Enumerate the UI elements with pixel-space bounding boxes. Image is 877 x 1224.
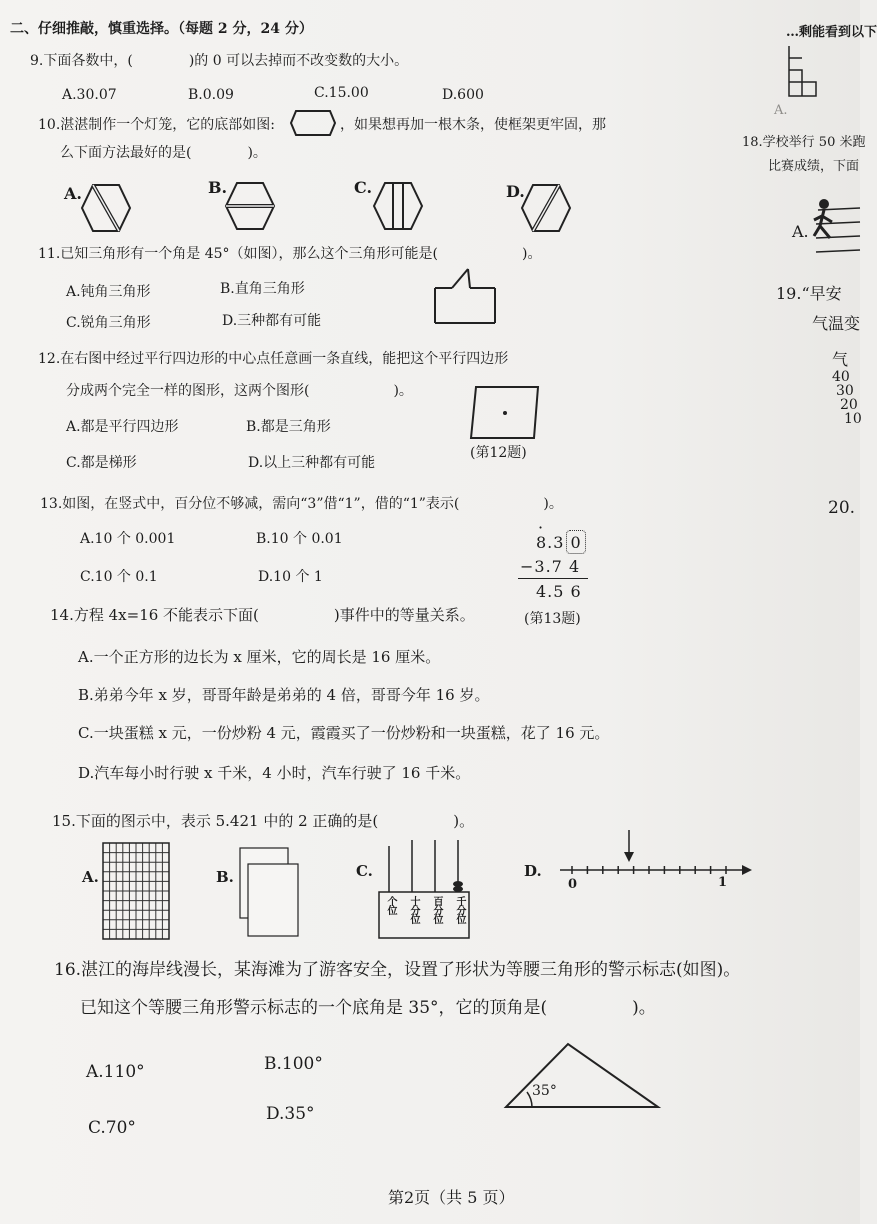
q18-partial-stem-b: 比赛成绩，下面 — [768, 159, 860, 174]
q12-stem-a: 12.在右图中经过平行四边形的中心点任意画一条直线，能把这个平行四边形 — [38, 351, 509, 367]
q10-label-c: C. — [354, 178, 373, 197]
q11-option-a: A.钝角三角形 — [66, 284, 151, 300]
q19-axis-tick-10: 10 — [844, 411, 862, 427]
q10-stem-a: 10.湛湛制作一个灯笼，它的底部如图: — [38, 117, 275, 133]
q19-axis-tick-20: 20 — [840, 397, 858, 413]
q16-stem-a: 16.湛江的海岸线漫长，某海滩为了游客安全，设置了形状为等腰三角形的警示标志(如图)。 — [54, 960, 741, 980]
q10-label-a: A. — [64, 184, 82, 203]
lantern-base-figure — [290, 108, 336, 138]
section-heading: 二、仔细推敲，慎重选择。（每题 2 分，24 分） — [10, 21, 313, 37]
q16-option-a: A.110° — [86, 1062, 145, 1082]
calc-result: 4.5 6 — [536, 582, 582, 601]
q9-option-c: C.15.00 — [314, 85, 369, 101]
q12-option-d: D.以上三种都有可能 — [248, 455, 376, 471]
q18-partial-runner-figure — [810, 196, 860, 264]
q12-stem-b: 分成两个完全一样的图形，这两个图形( )。 — [66, 383, 413, 399]
q12-option-b: B.都是三角形 — [246, 419, 331, 435]
q10-stem-c: 么下面方法最好的是( )。 — [60, 145, 267, 161]
q16-option-b: B.100° — [264, 1054, 323, 1074]
q12-caption: (第12题) — [470, 445, 527, 461]
q19-partial-stem-b: 气温变 — [812, 314, 861, 333]
q19-axis-unit: 气 — [832, 350, 849, 369]
q13-option-b: B.10 个 0.01 — [256, 531, 343, 547]
q10-option-c-figure — [372, 180, 424, 232]
q15-option-b-squares — [238, 846, 300, 938]
q13-caption: (第13题) — [524, 611, 581, 627]
q9-option-a: A.30.07 — [62, 87, 117, 103]
q9-stem: 9.下面各数中，( )的 0 可以去掉而不改变数的大小。 — [30, 53, 409, 69]
q15-option-d-numberline — [556, 828, 756, 878]
abacus-label-thousandths: 千分位 — [454, 896, 465, 923]
q18-partial-stem-a: 18.学校举行 50 米跑 — [742, 135, 866, 150]
calc-borrow-box — [566, 530, 586, 554]
numberline-start-label: 0 — [568, 877, 578, 892]
q12-option-a: A.都是平行四边形 — [66, 419, 179, 435]
q16-option-d: D.35° — [266, 1104, 315, 1124]
abacus-label-tenths: 十分位 — [408, 896, 419, 923]
q15-label-b: B. — [216, 868, 234, 886]
q17-partial-option: A. — [774, 103, 788, 118]
calc-line — [518, 578, 588, 579]
q10-option-b-figure — [224, 180, 276, 232]
q19-axis-tick-40: 40 — [832, 369, 850, 385]
q12-option-c: C.都是梯形 — [66, 455, 137, 471]
q11-option-c: C.锐角三角形 — [66, 315, 151, 331]
q12-parallelogram-figure — [468, 384, 542, 442]
q11-option-b: B.直角三角形 — [220, 281, 305, 297]
q15-option-c-abacus — [378, 840, 472, 940]
q13-option-a: A.10 个 0.001 — [80, 531, 176, 547]
q15-stem: 15.下面的图示中，表示 5.421 中的 2 正确的是( )。 — [52, 812, 475, 830]
q14-option-b: B.弟弟今年 x 岁，哥哥年龄是弟弟的 4 倍，哥哥今年 16 岁。 — [78, 686, 490, 704]
q19-partial-stem-a: 19.“早安 — [776, 284, 842, 303]
calc-borrow-dot: · — [538, 518, 544, 537]
q9-option-b: B.0.09 — [188, 87, 234, 103]
q15-label-c: C. — [356, 862, 373, 880]
center-point — [503, 411, 507, 415]
q13-option-c: C.10 个 0.1 — [80, 569, 158, 585]
q13-option-d: D.10 个 1 — [258, 569, 323, 585]
q10-label-d: D. — [506, 182, 525, 201]
q15-option-a-grid — [102, 842, 170, 940]
page-footer: 第2页（共 5 页） — [388, 1188, 515, 1207]
q15-label-d: D. — [524, 862, 542, 880]
calc-top: 8.3 0 — [536, 533, 582, 552]
q13-stem: 13.如图，在竖式中，百分位不够减，需向“3”借“1”，借的“1”表示( )。 — [40, 496, 563, 512]
abacus-label-ones: 个位 — [385, 896, 396, 914]
q15-label-a: A. — [82, 868, 99, 886]
q14-option-c: C.一块蛋糕 x 元，一份炒粉 4 元，霞霞买了一份炒粉和一块蛋糕，花了 16 元。 — [78, 724, 610, 742]
q14-option-d: D.汽车每小时行驶 x 千米，4 小时，汽车行驶了 16 千米。 — [78, 764, 471, 782]
q10-option-a-figure — [80, 182, 132, 234]
q20-partial-number: 20. — [828, 498, 856, 518]
q11-option-d: D.三种都有可能 — [222, 313, 322, 329]
q14-option-a: A.一个正方形的边长为 x 厘米，它的周长是 16 厘米。 — [78, 648, 441, 666]
q10-label-b: B. — [208, 178, 228, 197]
q14-stem: 14.方程 4x=16 不能表示下面( )事件中的等量关系。 — [50, 606, 475, 624]
q10-stem-b: ，如果想再加一根木条，使框架更牢固，那 — [340, 117, 606, 133]
q16-stem-b: 已知这个等腰三角形警示标志的一个底角是 35°，它的顶角是( )。 — [80, 998, 656, 1018]
q17-partial-text: …剩能看到以下 — [786, 25, 877, 40]
q10-option-d-figure — [520, 182, 572, 234]
q19-axis-tick-30: 30 — [836, 383, 854, 399]
numberline-end-label: 1 — [718, 875, 728, 890]
q11-triangle-figure — [432, 266, 498, 326]
q17-partial-figure — [786, 44, 820, 100]
q16-option-c: C.70° — [88, 1118, 136, 1138]
q9-option-d: D.600 — [442, 87, 484, 103]
q16-angle-label: 35° — [532, 1083, 557, 1099]
abacus-label-hundredths: 百分位 — [431, 896, 442, 923]
q11-stem: 11.已知三角形有一个角是 45°（如图），那么这个三角形可能是( )。 — [38, 246, 542, 262]
calc-minus: −3.7 4 — [520, 557, 581, 576]
q16-warning-triangle — [502, 1040, 662, 1110]
q18-partial-option: A. — [792, 222, 809, 241]
